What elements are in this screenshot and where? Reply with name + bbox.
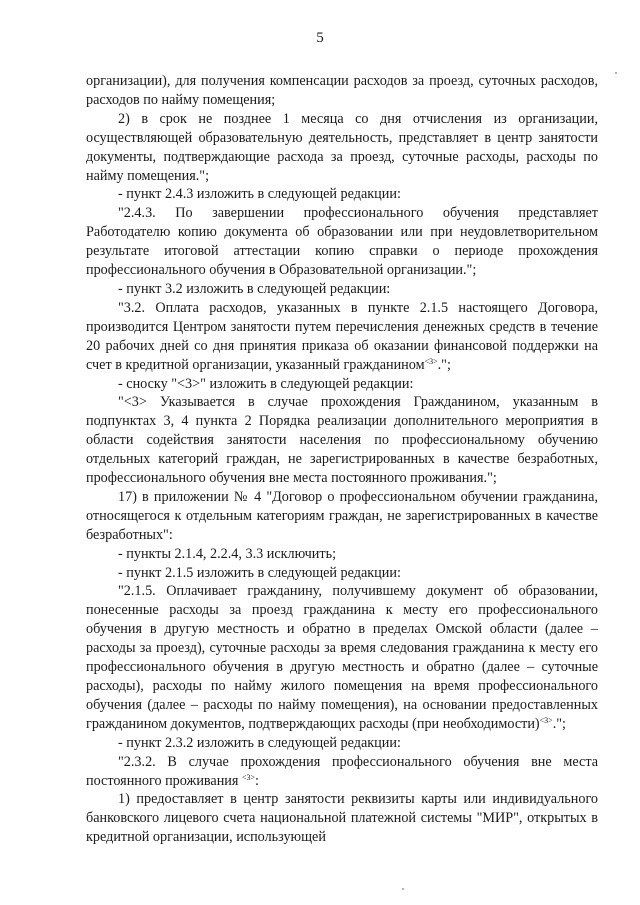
paragraph-text: - пункт 2.4.3 изложить в следующей редакции: <box>118 186 401 203</box>
paragraph <box>86 299 598 375</box>
paragraph-text: "<3> Указывается в случае прохождения Гражданином, указанным в подпунктах 3, 4 пункта 2 Порядка реализации дополнительного мероприятия в области содействия занятости населения по профессиональному обучению отдельных категорий граждан, не зарегистрированных в качестве безработных, профессионального обучения вне места постоянного проживания."; <box>86 394 598 487</box>
paragraph-text: - пункты 2.1.4, 2.2.4, 3.3 исключить; <box>118 545 337 562</box>
paragraph-text: "3.2. Оплата расходов, указанных в пункте 2.1.5 настоящего Договора, производится Центром занятости путем перечисления денежных средств в течение 20 рабочих дней со дня принятия приказа об оказании финансовой поддержки на счет в кредитной организации, указанный гражданином <box>86 299 598 373</box>
paragraph <box>86 375 598 394</box>
paragraph <box>86 564 598 583</box>
paragraph-text: "2.1.5. Оплачивает гражданину, получившему документ об образовании, понесенные расходы за проезд гражданина к месту его профессионального обучения в другую местность и обратно в пределах Омской области (далее – расходы за проезд), суточные расходы за время следования гражданина к месту его профессионального обучения в другую местность и обратно (далее – суточные расходы), расходы по найму жилого помещения на время профессионального обучения (далее – расходы по найму помещения), на основании предоставленных гражданином документов, подтверждающих расходы (при необходимости) <box>86 583 598 732</box>
paragraph-text: "2.3.2. В случае прохождения профессионального обучения вне места постоянного проживания <box>86 753 598 789</box>
paragraph-tail: ."; <box>552 715 566 732</box>
scan-speck <box>615 72 617 74</box>
paragraph-text: - пункт 3.2 изложить в следующей редакции: <box>118 280 391 297</box>
paragraph <box>86 488 598 545</box>
paragraph-text: организации), для получения компенсации расходов за проезд, суточных расходов, расходов по найму помещения; <box>86 73 598 108</box>
paragraph-text: - сноску "<3>" изложить в следующей редакции: <box>118 375 414 392</box>
scan-speck <box>402 888 404 890</box>
paragraph-text: 1) предоставляет в центр занятости реквизиты карты или индивидуального банковского лицевого счета национальной платежной системы "МИР", открытых в кредитной организации, использующей <box>86 791 598 846</box>
paragraph <box>86 393 598 488</box>
page-number: 5 <box>316 30 324 46</box>
paragraph-text: - пункт 2.1.5 изложить в следующей редакции: <box>118 564 401 581</box>
paragraph <box>86 790 598 847</box>
footnote-mark: <3> <box>424 356 438 366</box>
paragraph <box>86 280 598 299</box>
paragraph <box>86 753 598 791</box>
paragraph <box>86 545 598 564</box>
paragraph-tail: ."; <box>437 356 451 373</box>
paragraph-text: "2.4.3. По завершении профессионального обучения представляет Работодателю копию документа об образовании или при неудовлетворительном результате итоговой аттестации копию справки о периоде прохождения профессионального обучения в Образовательной организации."; <box>86 205 598 279</box>
document-body <box>86 72 598 847</box>
paragraph-text: 2) в срок не позднее 1 месяца со дня отчисления из организации, осуществляющей образовательную деятельность, представляет в центр занятости документы, подтверждающие расхода за проезд, суточные расходы, расходы по найму помещения."; <box>86 110 598 184</box>
paragraph-text: - пункт 2.3.2 изложить в следующей редакции: <box>118 734 401 751</box>
paragraph <box>86 734 598 753</box>
footnote-mark: <3> <box>241 772 256 782</box>
paragraph <box>86 185 598 204</box>
paragraph-tail: : <box>255 772 259 789</box>
paragraph <box>86 204 598 280</box>
paragraph <box>86 110 598 186</box>
paragraph <box>86 72 598 110</box>
paragraph-text: 17) в приложении № 4 "Договор о профессиональном обучении гражданина, относящегося к отдельным категориям граждан, не зарегистрированных в качестве безработных": <box>86 488 598 543</box>
paragraph <box>86 582 598 733</box>
footnote-mark: <3> <box>539 715 553 725</box>
